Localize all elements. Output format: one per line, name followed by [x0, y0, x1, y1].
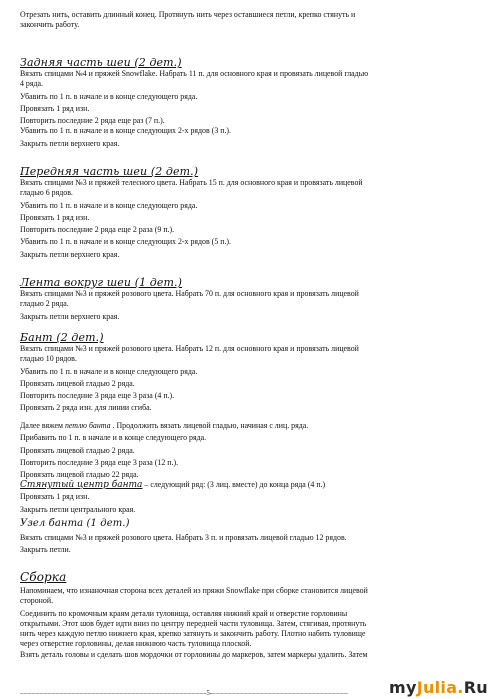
instruction-line: Вязать спицами №4 и пряжей Snowflake. Набрать 11 п. для основного края и провязать лицевой гладью [20, 69, 369, 78]
instruction-line: Закрыть петли центрального края. [20, 504, 136, 514]
instruction-line: Повторить последние 2 ряда еще раз (7 п.). [20, 116, 165, 126]
watermark-my: my [388, 678, 417, 697]
section-assembly [20, 571, 478, 660]
instruction-line: Провязать 1 ряд изн. [20, 492, 90, 502]
section-neck-ribbon [20, 277, 478, 322]
bow-center-suffix: – следующий ряд: (3 лиц. вместе) до конца ряда (4 п.) [142, 480, 326, 489]
instruction-line: Вязать спицами №3 и пряжей розового цвета. Набрать 70 п. для основного края и провязать лицевой [20, 289, 359, 298]
footer-dashes: –––––––––––––––––––––––––––––––––– [212, 689, 349, 697]
instruction-line: Напоминаем, что изнаночная сторона всех деталей из пряжи Snowflake при сборке становится лицевой [20, 586, 368, 595]
instruction-line: Провязать 2 ряда изн. для линии сгиба. [20, 403, 152, 413]
instruction-line: гладью 10 рядов. [20, 354, 77, 364]
instruction-line: Провязать 1 ряд изн. [20, 103, 90, 113]
instruction-line: Вязать спицами №3 и пряжей розового цвета. Набрать 12 п. для основного края и провязать лицевой [20, 344, 359, 353]
instruction-line: Закрыть петли верхнего края. [20, 138, 120, 148]
instruction-line: Повторить последние 2 ряда еще 2 раза (9 п.). [20, 225, 175, 235]
watermark-ru: Ru [463, 678, 488, 697]
bow-loop-italic: петлю банта [64, 421, 111, 430]
section-heading: Задняя часть шеи (2 дет.) [20, 56, 182, 69]
intro-block [20, 10, 478, 31]
instruction-line: нить через каждую петлю нижнего края, крепко затянуть и закончить работу. Плотно набить туловище [20, 629, 366, 639]
instruction-line: Закрыть петли. [20, 545, 71, 555]
instruction-line: Соединить по кромочным краям детали туловища, оставляя нижний край и отверстие горловины [20, 608, 348, 618]
instruction-line: Повторить последние 3 ряда еще 3 раза (4 п.). [20, 391, 175, 401]
instruction-line: Вязать спицами №3 и пряжей розового цвета. Набрать 3 п. и провязать лицевой гладью 12 рядов. [20, 533, 347, 542]
instruction-line: Закрыть петли верхнего края. [20, 249, 120, 259]
section-back-neck [20, 57, 478, 149]
section-heading: Узел банта (1 дет.) [20, 518, 130, 529]
section-bow-knot [20, 518, 478, 556]
instruction-line: Взять деталь головы и сделать шов мордочки от горловины до маркеров, затем маркеры удалить. Затем [20, 649, 368, 659]
instruction-line: Прибавить по 1 п. в начале и в конце следующего ряда. [20, 433, 207, 443]
section-heading: Бант (2 дет.) [20, 331, 104, 344]
section-heading: Сборка [20, 570, 67, 584]
intro-line: закончить работу. [20, 20, 80, 30]
instruction-line: Убавить по 1 п. в начале и в конце следующих 2-х рядов (3 п.). [20, 126, 232, 136]
instruction-line: открытыми. Этот шов будет идти вниз по центру передней части туловища. Затем, стягивая, протянуть [20, 618, 367, 628]
section-front-neck [20, 166, 478, 260]
footer-dashes: –––––––––––––––––––––––––––––––––––––––––––––– [20, 689, 204, 697]
instruction-line: 4 ряда. [20, 79, 43, 89]
instruction-line: Убавить по 1 п. в начале и в конце следующего ряда. [20, 200, 198, 210]
section-heading: Передняя часть шеи (2 дет.) [20, 165, 199, 178]
instruction-line: Закрыть петли верхнего края. [20, 311, 120, 321]
page-number: -5- [204, 689, 213, 697]
instruction-line: Убавить по 1 п. в начале и в конце следующего ряда. [20, 366, 198, 376]
section-bow [20, 332, 478, 414]
bow-center-intro [20, 480, 478, 490]
instruction-line: Провязать лицевой гладью 2 ряда. [20, 378, 135, 388]
instruction-line: гладью 2 ряда. [20, 299, 69, 309]
bow-center-block [20, 480, 478, 515]
instruction-line: Убавить по 1 п. в начале и в конце следующего ряда. [20, 91, 198, 101]
instruction-line: Повторить последние 3 ряда еще 3 раза (12 п.). [20, 457, 179, 467]
watermark-dot: . [457, 678, 464, 697]
instruction-line: стороной. [20, 596, 54, 606]
instruction-line: через отверстие горловины, делая нижнюю часть туловища плоской. [20, 639, 252, 649]
section-heading: Лента вокруг шеи (1 дет.) [20, 276, 182, 289]
watermark-julia: Julia [416, 678, 458, 697]
bow-loop-intro [20, 421, 478, 431]
bow-loop-suffix: . Продолжить вязать лицевой гладью, начиная с лиц. ряда. [110, 421, 309, 430]
instruction-line: Провязать лицевой гладью 22 ряда. [20, 470, 139, 480]
instruction-line: Провязать 1 ряд изн. [20, 212, 90, 222]
instruction-line: Вязать спицами №3 и пряжей телесного цвета. Набрать 15 п. для основного края и провязать лицевой [20, 178, 363, 187]
bow-loop-block [20, 421, 478, 480]
page-footer [20, 688, 372, 698]
instruction-line: гладью 6 рядов. [20, 188, 73, 198]
bow-loop-prefix: Далее вяжем [20, 421, 65, 430]
bow-center-italic: Стянутый центр банта [20, 480, 143, 490]
instruction-line: Убавить по 1 п. в начале и в конце следующих 2-х рядов (5 п.). [20, 237, 232, 247]
intro-line: Отрезать нить, оставить длинный конец. Протянуть нить через оставшиеся петли, крепко стянуть и [20, 10, 356, 19]
instruction-line: Провязать лицевой гладью 2 ряда. [20, 445, 135, 455]
site-watermark-logo [389, 679, 488, 697]
